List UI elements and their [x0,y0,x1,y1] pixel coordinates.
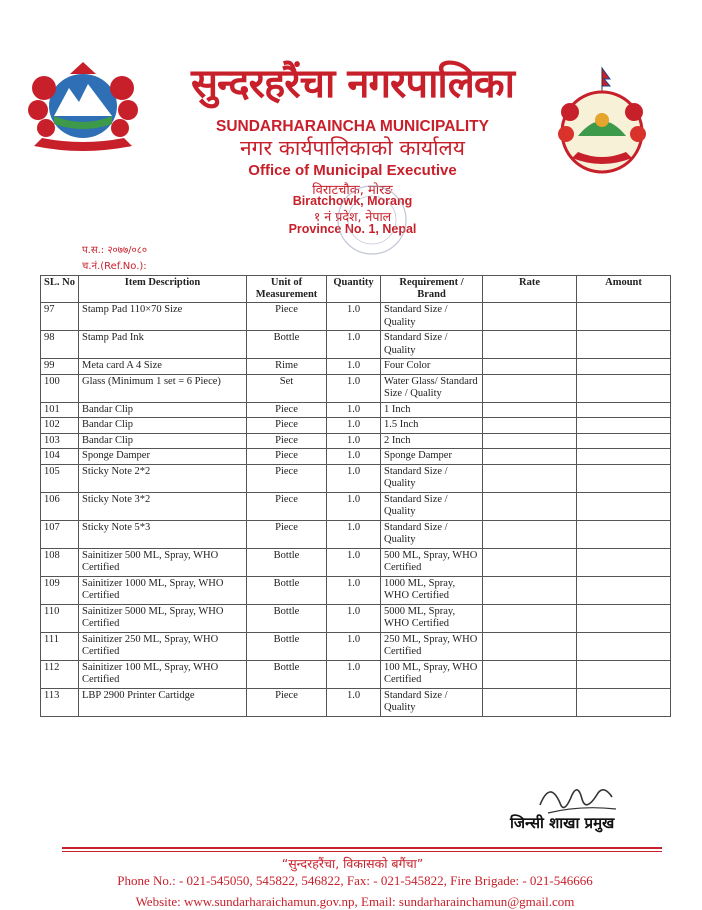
cell-requirement: Standard Size / Quality [381,303,483,331]
cell-amount [577,604,671,632]
cell-unit: Rime [247,359,327,375]
cell-amount [577,449,671,465]
cell-item-description: Glass (Minimum 1 set = 6 Piece) [79,374,247,402]
municipality-title-nepali: सुन्दरहरैंचा नगरपालिका [190,61,514,107]
cell-sl-no: 112 [41,660,79,688]
cell-sl-no: 113 [41,688,79,716]
cell-sl-no: 98 [41,331,79,359]
cell-item-description: Bandar Clip [79,433,247,449]
cell-sl-no: 102 [41,418,79,434]
cell-sl-no: 109 [41,576,79,604]
cell-item-description: LBP 2900 Printer Cartidge [79,688,247,716]
cell-unit: Set [247,374,327,402]
cell-quantity: 1.0 [327,418,381,434]
table-row [41,303,671,331]
table-row [41,374,671,402]
cell-rate [483,402,577,418]
cell-unit: Piece [247,402,327,418]
reference-number-label: च.नं.(Ref.No.): [82,261,147,272]
cell-unit: Piece [247,464,327,492]
cell-requirement: Standard Size / Quality [381,520,483,548]
table-row [41,433,671,449]
cell-item-description: Stamp Pad Ink [79,331,247,359]
cell-item-description: Sainitizer 1000 ML, Spray, WHO Certified [79,576,247,604]
cell-sl-no: 97 [41,303,79,331]
cell-unit: Bottle [247,604,327,632]
cell-requirement: Standard Size / Quality [381,492,483,520]
table-header-row [41,276,671,303]
cell-sl-no: 106 [41,492,79,520]
cell-rate [483,520,577,548]
cell-rate [483,464,577,492]
footer-slogan: “सुन्दरहरैंचा, विकासको बगैंचा” [281,856,424,871]
cell-requirement: Sponge Damper [381,449,483,465]
address-nepali: विराटचौक, मोरङ [312,183,393,198]
cell-requirement: 2 Inch [381,433,483,449]
cell-unit: Bottle [247,331,327,359]
cell-sl-no: 100 [41,374,79,402]
cell-rate [483,604,577,632]
province-nepali: १ नं प्रदेश, नेपाल [313,209,392,224]
footer-divider-thin [62,851,662,852]
table-row [41,520,671,548]
cell-unit: Bottle [247,660,327,688]
table-row [41,632,671,660]
nepal-emblem-icon [24,58,142,158]
cell-rate [483,449,577,465]
cell-item-description: Sticky Note 3*2 [79,492,247,520]
cell-rate [483,418,577,434]
cell-requirement: 100 ML, Spray, WHO Certified [381,660,483,688]
table-row [41,604,671,632]
cell-sl-no: 105 [41,464,79,492]
municipality-title-english: SUNDARHARAINCHA MUNICIPALITY [216,118,489,135]
footer-divider [62,847,662,849]
cell-quantity: 1.0 [327,660,381,688]
cell-requirement: 5000 ML, Spray, WHO Certified [381,604,483,632]
cell-rate [483,433,577,449]
cell-requirement: 500 ML, Spray, WHO Certified [381,548,483,576]
cell-unit: Bottle [247,576,327,604]
cell-requirement: 1.5 Inch [381,418,483,434]
municipality-logo-icon [552,66,652,174]
cell-amount [577,303,671,331]
cell-item-description: Sticky Note 2*2 [79,464,247,492]
cell-item-description: Sticky Note 5*3 [79,520,247,548]
cell-sl-no: 104 [41,449,79,465]
cell-item-description: Sainitizer 5000 ML, Spray, WHO Certified [79,604,247,632]
table-row [41,660,671,688]
cell-item-description: Meta card A 4 Size [79,359,247,375]
table-row [41,331,671,359]
header-sl-no: SL. No [41,276,79,303]
cell-quantity: 1.0 [327,548,381,576]
cell-sl-no: 111 [41,632,79,660]
cell-requirement: Four Color [381,359,483,375]
header-requirement: Requirement / Brand [381,276,483,303]
cell-quantity: 1.0 [327,604,381,632]
header-item-description: Item Description [79,276,247,303]
table-row [41,492,671,520]
cell-item-description: Stamp Pad 110×70 Size [79,303,247,331]
cell-item-description: Sainitizer 100 ML, Spray, WHO Certified [79,660,247,688]
cell-quantity: 1.0 [327,464,381,492]
cell-rate [483,359,577,375]
cell-unit: Piece [247,303,327,331]
table-row [41,359,671,375]
table-row [41,402,671,418]
cell-quantity: 1.0 [327,402,381,418]
cell-requirement: Standard Size / Quality [381,464,483,492]
cell-amount [577,548,671,576]
cell-amount [577,418,671,434]
cell-rate [483,492,577,520]
header-unit: Unit of Measurement [247,276,327,303]
cell-amount [577,688,671,716]
cell-rate [483,660,577,688]
cell-requirement: Water Glass/ Standard Size / Quality [381,374,483,402]
cell-unit: Piece [247,688,327,716]
cell-rate [483,374,577,402]
cell-unit: Bottle [247,632,327,660]
cell-sl-no: 101 [41,402,79,418]
cell-sl-no: 99 [41,359,79,375]
cell-amount [577,433,671,449]
cell-rate [483,688,577,716]
cell-quantity: 1.0 [327,449,381,465]
header-quantity: Quantity [327,276,381,303]
cell-amount [577,492,671,520]
cell-quantity: 1.0 [327,492,381,520]
cell-item-description: Bandar Clip [79,418,247,434]
cell-sl-no: 107 [41,520,79,548]
cell-item-description: Sainitizer 500 ML, Spray, WHO Certified [79,548,247,576]
table-row [41,576,671,604]
cell-quantity: 1.0 [327,520,381,548]
table-row [41,464,671,492]
signature-title: जिन्सी शाखा प्रमुख [510,814,615,832]
table-row [41,418,671,434]
cell-unit: Piece [247,433,327,449]
office-title-english: Office of Municipal Executive [248,162,457,179]
cell-quantity: 1.0 [327,576,381,604]
cell-quantity: 1.0 [327,433,381,449]
cell-rate [483,548,577,576]
cell-item-description: Sainitizer 250 ML, Spray, WHO Certified [79,632,247,660]
province-english: Province No. 1, Nepal [288,222,417,236]
cell-requirement: Standard Size / Quality [381,331,483,359]
cell-quantity: 1.0 [327,632,381,660]
cell-item-description: Sponge Damper [79,449,247,465]
cell-amount [577,359,671,375]
cell-amount [577,660,671,688]
cell-amount [577,374,671,402]
cell-requirement: 250 ML, Spray, WHO Certified [381,632,483,660]
cell-unit: Piece [247,449,327,465]
cell-unit: Piece [247,492,327,520]
cell-quantity: 1.0 [327,688,381,716]
cell-sl-no: 108 [41,548,79,576]
cell-quantity: 1.0 [327,374,381,402]
cell-amount [577,331,671,359]
cell-amount [577,632,671,660]
cell-quantity: 1.0 [327,331,381,359]
cell-amount [577,520,671,548]
cell-rate [483,576,577,604]
cell-requirement: 1 Inch [381,402,483,418]
cell-rate [483,632,577,660]
table-row [41,688,671,716]
cell-requirement: 1000 ML, Spray, WHO Certified [381,576,483,604]
cell-rate [483,303,577,331]
reference-fiscal-year: प.स.: २०७७/०८० [82,245,148,256]
cell-unit: Piece [247,418,327,434]
cell-requirement: Standard Size / Quality [381,688,483,716]
office-stamp-icon [322,180,422,260]
cell-unit: Piece [247,520,327,548]
cell-sl-no: 103 [41,433,79,449]
table-row [41,449,671,465]
table-row [41,548,671,576]
cell-item-description: Bandar Clip [79,402,247,418]
cell-quantity: 1.0 [327,359,381,375]
footer-website: Website: www.sundarharaichamun.gov.np, Email: sundarharainchamun@gmail.com [135,894,575,909]
cell-amount [577,576,671,604]
header-amount: Amount [577,276,671,303]
cell-amount [577,402,671,418]
items-table [40,275,671,717]
header-rate: Rate [483,276,577,303]
office-title-nepali: नगर कार्यपालिकाको कार्यालय [240,136,465,160]
cell-quantity: 1.0 [327,303,381,331]
address-english: Biratchowk, Morang [292,194,413,208]
cell-rate [483,331,577,359]
footer-contact: Phone No.: - 021-545050, 545822, 546822, Fax: - 021-545822, Fire Brigade: - 021-546666 [117,873,593,888]
cell-sl-no: 110 [41,604,79,632]
cell-unit: Bottle [247,548,327,576]
cell-amount [577,464,671,492]
